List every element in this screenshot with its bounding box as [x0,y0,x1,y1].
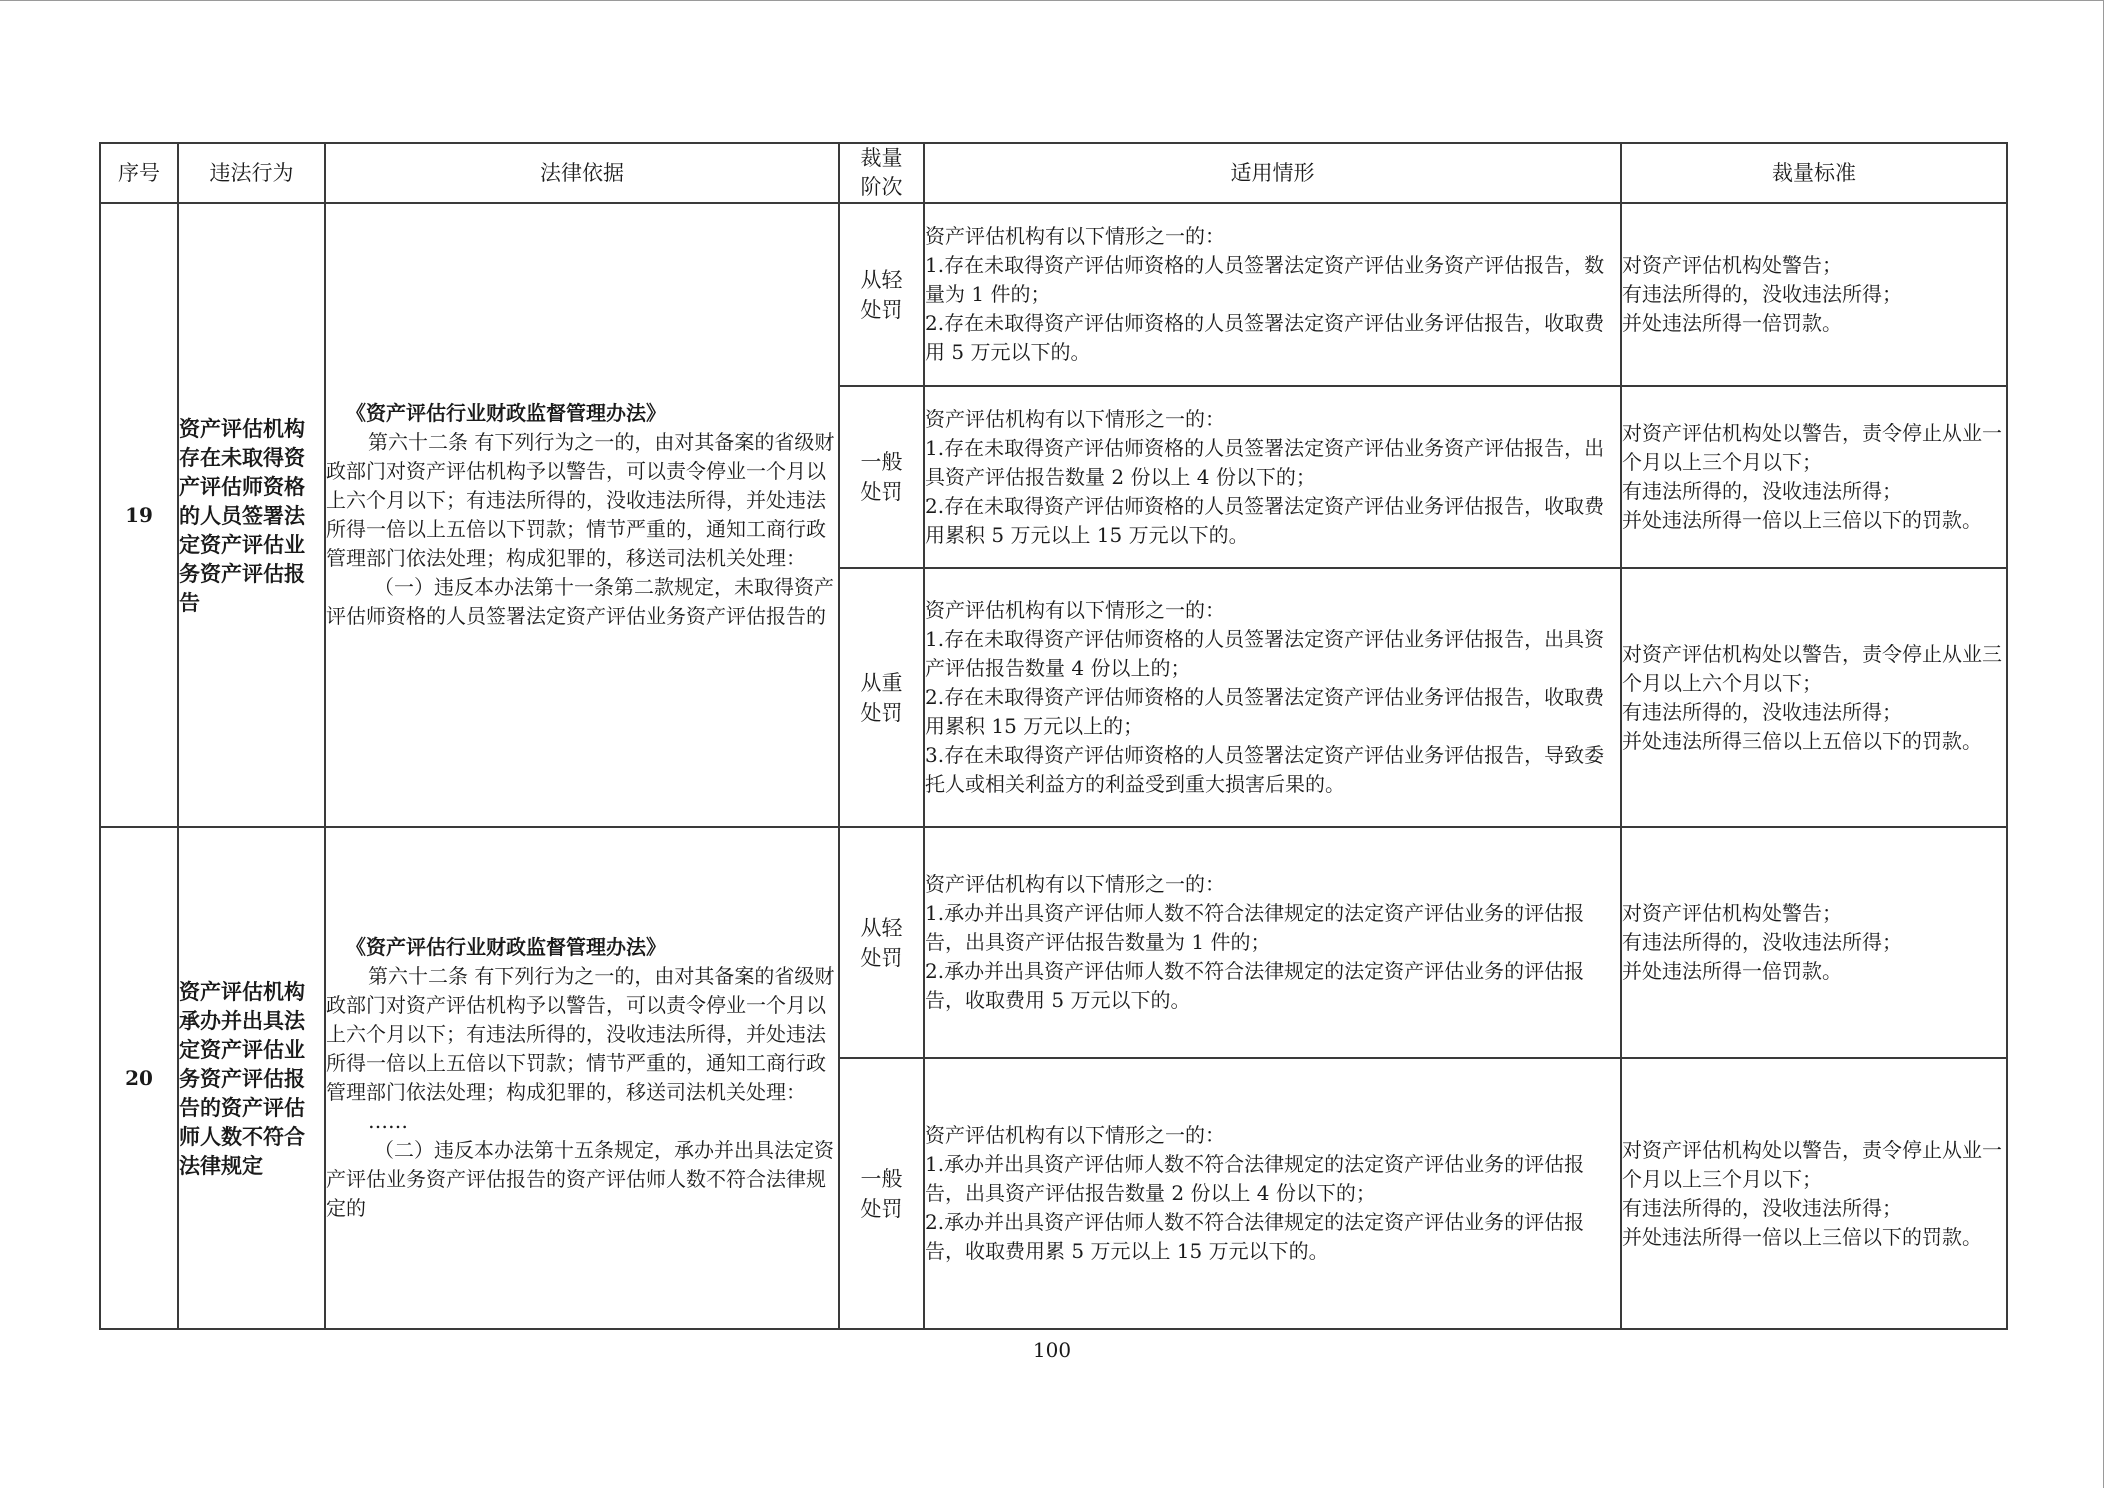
table-row [100,827,2007,1058]
standard-cell [1621,386,2007,568]
condition-line: 3.存在未取得资产评估师资格的人员签署法定资产评估业务评估报告，导致委托人或相关利益方的利益受到重大损害后果的。 [925,743,1605,796]
law-item: （一）违反本办法第十一条第二款规定，未取得资产评估师资格的人员签署法定资产评估业务资产评估报告的 [326,575,834,628]
law-ellipsis: …… [368,1109,408,1133]
condition-line: 1.承办并出具资产评估师人数不符合法律规定的法定资产评估业务的评估报告，出具资产评估报告数量 2 份以上 4 份以下的； [925,1152,1585,1205]
header-no: 序号 [100,143,178,203]
standard-line: 有违法所得的，没收违法所得； [1622,699,1902,724]
standard-line: 对资产评估机构处以警告，责令停止从业一个月以上三个月以下； [1622,1137,2002,1191]
standard-cell [1621,827,2007,1058]
condition-line: 1.存在未取得资产评估师资格的人员签署法定资产评估业务评估报告，出具资产评估报告数量 4 份以上的； [925,627,1605,680]
condition-line: 资产评估机构有以下情形之一的： [925,1123,1225,1147]
condition-line: 资产评估机构有以下情形之一的： [925,598,1225,622]
standard-line: 并处违法所得一倍以上三倍以下的罚款。 [1622,508,1982,532]
header-condition: 适用情形 [924,143,1621,203]
standard-line: 有违法所得的，没收违法所得； [1622,479,1902,503]
condition-cell [924,827,1621,1058]
level-light: 从轻 处罚 [839,827,924,1058]
standard-line: 对资产评估机构处警告； [1622,253,1842,277]
standard-cell [1621,203,2007,386]
page-top-edge [0,0,2104,1]
level-heavy: 从重 处罚 [839,568,924,827]
condition-cell [924,203,1621,386]
level-light: 从轻 处罚 [839,203,924,386]
condition-line: 2.承办并出具资产评估师人数不符合法律规定的法定资产评估业务的评估报告，收取费用累 5 万元以上 15 万元以下的。 [925,1210,1585,1263]
standard-line: 对资产评估机构处以警告，责令停止从业一个月以上三个月以下； [1622,421,2002,474]
row-number: 19 [100,203,178,827]
condition-line: 资产评估机构有以下情形之一的： [925,224,1225,248]
standard-line: 并处违法所得一倍罚款。 [1622,311,1842,335]
table-header-row [100,143,2007,203]
level-general: 一般 处罚 [839,386,924,568]
law-title: 《资产评估行业财政监督管理办法》 [346,401,666,425]
standard-line: 并处违法所得一倍罚款。 [1622,959,1842,983]
standard-cell [1621,568,2007,827]
violation-act: 资产评估机构存在未取得资产评估师资格的人员签署法定资产评估业务资产评估报告 [178,203,325,827]
condition-line: 2.存在未取得资产评估师资格的人员签署法定资产评估业务评估报告，收取费用累积 15 万元以上的； [925,685,1605,738]
law-item: （二）违反本办法第十五条规定，承办并出具法定资产评估业务资产评估报告的资产评估师人数不符合法律规定的 [326,1138,834,1220]
condition-line: 1.承办并出具资产评估师人数不符合法律规定的法定资产评估业务的评估报告，出具资产评估报告数量为 1 件的； [925,901,1585,954]
discretion-table [99,142,2008,1330]
condition-line: 1.存在未取得资产评估师资格的人员签署法定资产评估业务资产评估报告，数量为 1 件的； [925,253,1605,306]
condition-line: 2.存在未取得资产评估师资格的人员签署法定资产评估业务评估报告，收取费用 5 万元以下的。 [925,311,1605,364]
condition-line: 2.承办并出具资产评估师人数不符合法律规定的法定资产评估业务的评估报告，收取费用 5 万元以下的。 [925,959,1585,1012]
table-row [100,203,2007,386]
violation-act: 资产评估机构承办并出具法定资产评估业务资产评估报告的资产评估师人数不符合法律规定 [178,827,325,1329]
standard-line: 对资产评估机构处警告； [1622,901,1842,925]
header-standard: 裁量标准 [1621,143,2007,203]
standard-line: 有违法所得的，没收违法所得； [1622,930,1902,954]
standard-line: 并处违法所得三倍以上五倍以下的罚款。 [1622,728,1982,753]
standard-line: 并处违法所得一倍以上三倍以下的罚款。 [1622,1224,1982,1249]
condition-line: 资产评估机构有以下情形之一的： [925,872,1225,896]
law-title: 《资产评估行业财政监督管理办法》 [346,935,666,959]
condition-cell [924,1058,1621,1329]
condition-cell [924,386,1621,568]
legal-basis [325,203,839,827]
header-level: 裁量 阶次 [839,143,924,203]
condition-line: 2.存在未取得资产评估师资格的人员签署法定资产评估业务评估报告，收取费用累积 5 万元以上 15 万元以下的。 [925,493,1605,547]
law-article: 第六十二条 有下列行为之一的，由对其备案的省级财政部门对资产评估机构予以警告，可以责令停业一个月以上六个月以下；有违法所得的，没收违法所得，并处违法所得一倍以上五倍以下罚款；情节严重的，通知工商行政管理部门依法处理；构成犯罪的，移送司法机关处理： [326,430,835,570]
header-law: 法律依据 [325,143,839,203]
level-general: 一般 处罚 [839,1058,924,1329]
standard-cell [1621,1058,2007,1329]
condition-cell [924,568,1621,827]
page-number: 100 [1032,1338,1072,1362]
law-article: 第六十二条 有下列行为之一的，由对其备案的省级财政部门对资产评估机构予以警告，可以责令停业一个月以上六个月以下；有违法所得的，没收违法所得，并处违法所得一倍以上五倍以下罚款；情节严重的，通知工商行政管理部门依法处理；构成犯罪的，移送司法机关处理： [326,964,835,1104]
row-number: 20 [100,827,178,1329]
standard-line: 有违法所得的，没收违法所得； [1622,1195,1902,1220]
condition-line: 资产评估机构有以下情形之一的： [925,406,1225,431]
condition-line: 1.存在未取得资产评估师资格的人员签署法定资产评估业务资产评估报告，出具资产评估报告数量 2 份以上 4 份以下的； [925,435,1605,489]
standard-line: 有违法所得的，没收违法所得； [1622,282,1902,306]
header-act: 违法行为 [178,143,325,203]
standard-line: 对资产评估机构处以警告，责令停止从业三个月以上六个月以下； [1622,641,2002,695]
legal-basis [325,827,839,1329]
